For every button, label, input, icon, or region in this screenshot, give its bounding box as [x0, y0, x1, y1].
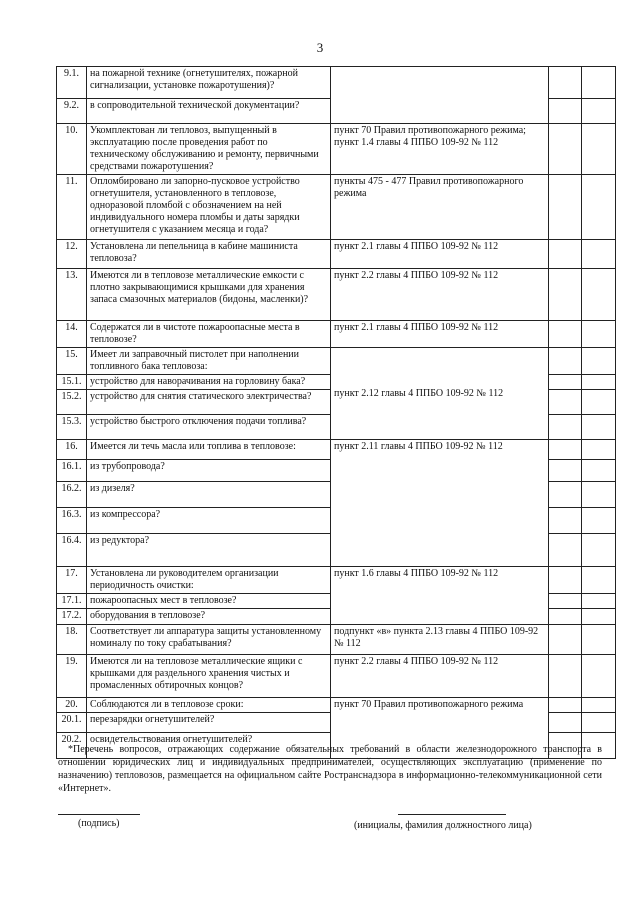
table-row	[57, 655, 616, 698]
requirement-reference: пункт 2.2 главы 4 ППБО 109-92 № 112	[331, 655, 549, 698]
requirement-reference: пункт 2.12 главы 4 ППБО 109-92 № 112	[331, 348, 549, 440]
answer-cell	[549, 415, 582, 440]
table-row	[57, 321, 616, 348]
requirement-reference: подпункт «в» пункта 2.13 главы 4 ППБО 109-92 № 112	[331, 625, 549, 655]
question-text: пожароопасных мест в тепловозе?	[87, 594, 331, 609]
table-row	[57, 625, 616, 655]
note-cell	[582, 609, 616, 625]
requirement-reference: пункт 2.1 главы 4 ППБО 109-92 № 112	[331, 240, 549, 269]
row-number: 15.2.	[57, 390, 87, 415]
requirement-reference: пункт 2.1 главы 4 ППБО 109-92 № 112	[331, 321, 549, 348]
answer-cell	[549, 625, 582, 655]
table-row	[57, 698, 616, 713]
row-number: 10.	[57, 124, 87, 175]
note-cell	[582, 482, 616, 508]
row-number: 16.1.	[57, 460, 87, 482]
answer-cell	[549, 440, 582, 460]
question-text: Имеются ли на тепловозе металлические ящики с крышками для раздельного хранения чистых и промасленных обтирочных концов?	[87, 655, 331, 698]
answer-cell	[549, 67, 582, 99]
requirement-reference: пункты 475 - 477 Правил противопожарного режима	[331, 175, 549, 240]
note-cell	[582, 390, 616, 415]
requirement-reference: пункт 70 Правил противопожарного режима	[331, 698, 549, 759]
official-name-caption: (инициалы, фамилия должностного лица)	[354, 820, 532, 831]
row-number: 17.1.	[57, 594, 87, 609]
question-text: устройство для наворачивания на горловину бака?	[87, 375, 331, 390]
table-row	[57, 175, 616, 240]
question-text: из дизеля?	[87, 482, 331, 508]
signature-line	[58, 814, 140, 815]
note-cell	[582, 698, 616, 713]
row-number: 16.3.	[57, 508, 87, 534]
note-cell	[582, 567, 616, 594]
row-number: 16.4.	[57, 534, 87, 567]
question-text: Имеются ли в тепловозе металлические емкости с плотно закрывающимися крышками для хранения запаса смазочных материалов (бидоны, масленки)?	[87, 269, 331, 321]
note-cell	[582, 440, 616, 460]
checklist-table	[56, 66, 616, 759]
table-row	[57, 440, 616, 460]
note-cell	[582, 269, 616, 321]
table-row	[57, 269, 616, 321]
row-number: 14.	[57, 321, 87, 348]
question-text: устройство для снятия статического электричества?	[87, 390, 331, 415]
note-cell	[582, 67, 616, 99]
row-number: 20.	[57, 698, 87, 713]
note-cell	[582, 460, 616, 482]
question-text: Содержатся ли в чистоте пожароопасные места в тепловозе?	[87, 321, 331, 348]
row-number: 18.	[57, 625, 87, 655]
page-number: 3	[316, 40, 324, 55]
question-text: из компрессора?	[87, 508, 331, 534]
question-text: Укомплектован ли тепловоз, выпущенный в эксплуатацию после проведения работ по техническому обслуживанию и ремонту, первичными средствами пожаротушения?	[87, 124, 331, 175]
answer-cell	[549, 269, 582, 321]
table-row	[57, 67, 616, 99]
row-number: 12.	[57, 240, 87, 269]
question-text: Соответствует ли аппаратура защиты установленному номиналу по току срабатывания?	[87, 625, 331, 655]
row-number: 13.	[57, 269, 87, 321]
question-text: освидетельствования огнетушителей?	[87, 733, 331, 759]
answer-cell	[549, 175, 582, 240]
question-text: перезарядки огнетушителей?	[87, 713, 331, 733]
question-text: Опломбировано ли запорно-пусковое устройство огнетушителя, установленного в тепловозе, одноразовой пломбой с обозначением на ней индивидуального номера пломбы и даты зарядки огнетушителя с указанием месяца и года?	[87, 175, 331, 240]
note-cell	[582, 713, 616, 733]
row-number: 15.	[57, 348, 87, 375]
footnote: *Перечень вопросов, отражающих содержание обязательных требований в области железнодорожного транспорта в отношении юридических лиц и индивидуальных предпринимателей, осуществляющих эксплуатацию (применение по назначению) тепловозов, размещается на официальном сайте Ространснадзора в информационно-телекоммуникационной сети «Интернет».	[58, 744, 602, 794]
note-cell	[582, 240, 616, 269]
row-number: 15.3.	[57, 415, 87, 440]
note-cell	[582, 375, 616, 390]
question-text: оборудования в тепловозе?	[87, 609, 331, 625]
answer-cell	[549, 655, 582, 698]
question-text: устройство быстрого отключения подачи топлива?	[87, 415, 331, 440]
question-text: на пожарной технике (огнетушителях, пожарной сигнализации, установке пожаротушения)?	[87, 67, 331, 99]
question-text: Имеется ли течь масла или топлива в тепловозе:	[87, 440, 331, 460]
answer-cell	[549, 99, 582, 124]
answer-cell	[549, 567, 582, 594]
answer-cell	[549, 698, 582, 713]
requirement-reference	[331, 67, 549, 124]
requirement-reference: пункт 2.11 главы 4 ППБО 109-92 № 112	[331, 440, 549, 567]
answer-cell	[549, 124, 582, 175]
note-cell	[582, 321, 616, 348]
answer-cell	[549, 482, 582, 508]
requirement-reference: пункт 1.6 главы 4 ППБО 109-92 № 112	[331, 567, 549, 625]
requirement-reference: пункт 70 Правил противопожарного режима; пункт 1.4 главы 4 ППБО 109-92 № 112	[331, 124, 549, 175]
answer-cell	[549, 609, 582, 625]
question-text: Установлена ли руководителем организации периодичность очистки:	[87, 567, 331, 594]
question-text: из трубопровода?	[87, 460, 331, 482]
signature-caption: (подпись)	[78, 818, 120, 829]
row-number: 9.1.	[57, 67, 87, 99]
answer-cell	[549, 460, 582, 482]
row-number: 9.2.	[57, 99, 87, 124]
question-text: Соблюдаются ли в тепловозе сроки:	[87, 698, 331, 713]
row-number: 20.2.	[57, 733, 87, 759]
answer-cell	[549, 594, 582, 609]
answer-cell	[549, 713, 582, 733]
row-number: 11.	[57, 175, 87, 240]
row-number: 17.	[57, 567, 87, 594]
answer-cell	[549, 348, 582, 375]
note-cell	[582, 625, 616, 655]
answer-cell	[549, 321, 582, 348]
note-cell	[582, 348, 616, 375]
table-row	[57, 348, 616, 375]
question-text: в сопроводительной технической документации?	[87, 99, 331, 124]
note-cell	[582, 655, 616, 698]
row-number: 16.	[57, 440, 87, 460]
name-line	[398, 814, 506, 815]
question-text: Установлена ли пепельница в кабине машиниста тепловоза?	[87, 240, 331, 269]
question-text: из редуктора?	[87, 534, 331, 567]
table-row	[57, 567, 616, 594]
row-number: 20.1.	[57, 713, 87, 733]
answer-cell	[549, 508, 582, 534]
note-cell	[582, 415, 616, 440]
note-cell	[582, 175, 616, 240]
note-cell	[582, 534, 616, 567]
requirement-reference: пункт 2.2 главы 4 ППБО 109-92 № 112	[331, 269, 549, 321]
row-number: 17.2.	[57, 609, 87, 625]
table-row	[57, 124, 616, 175]
answer-cell	[549, 390, 582, 415]
table-row	[57, 240, 616, 269]
note-cell	[582, 508, 616, 534]
note-cell	[582, 124, 616, 175]
note-cell	[582, 594, 616, 609]
note-cell	[582, 99, 616, 124]
row-number: 19.	[57, 655, 87, 698]
answer-cell	[549, 375, 582, 390]
answer-cell	[549, 534, 582, 567]
question-text: Имеет ли заправочный пистолет при наполнении топливного бака тепловоза:	[87, 348, 331, 375]
row-number: 16.2.	[57, 482, 87, 508]
row-number: 15.1.	[57, 375, 87, 390]
answer-cell	[549, 240, 582, 269]
